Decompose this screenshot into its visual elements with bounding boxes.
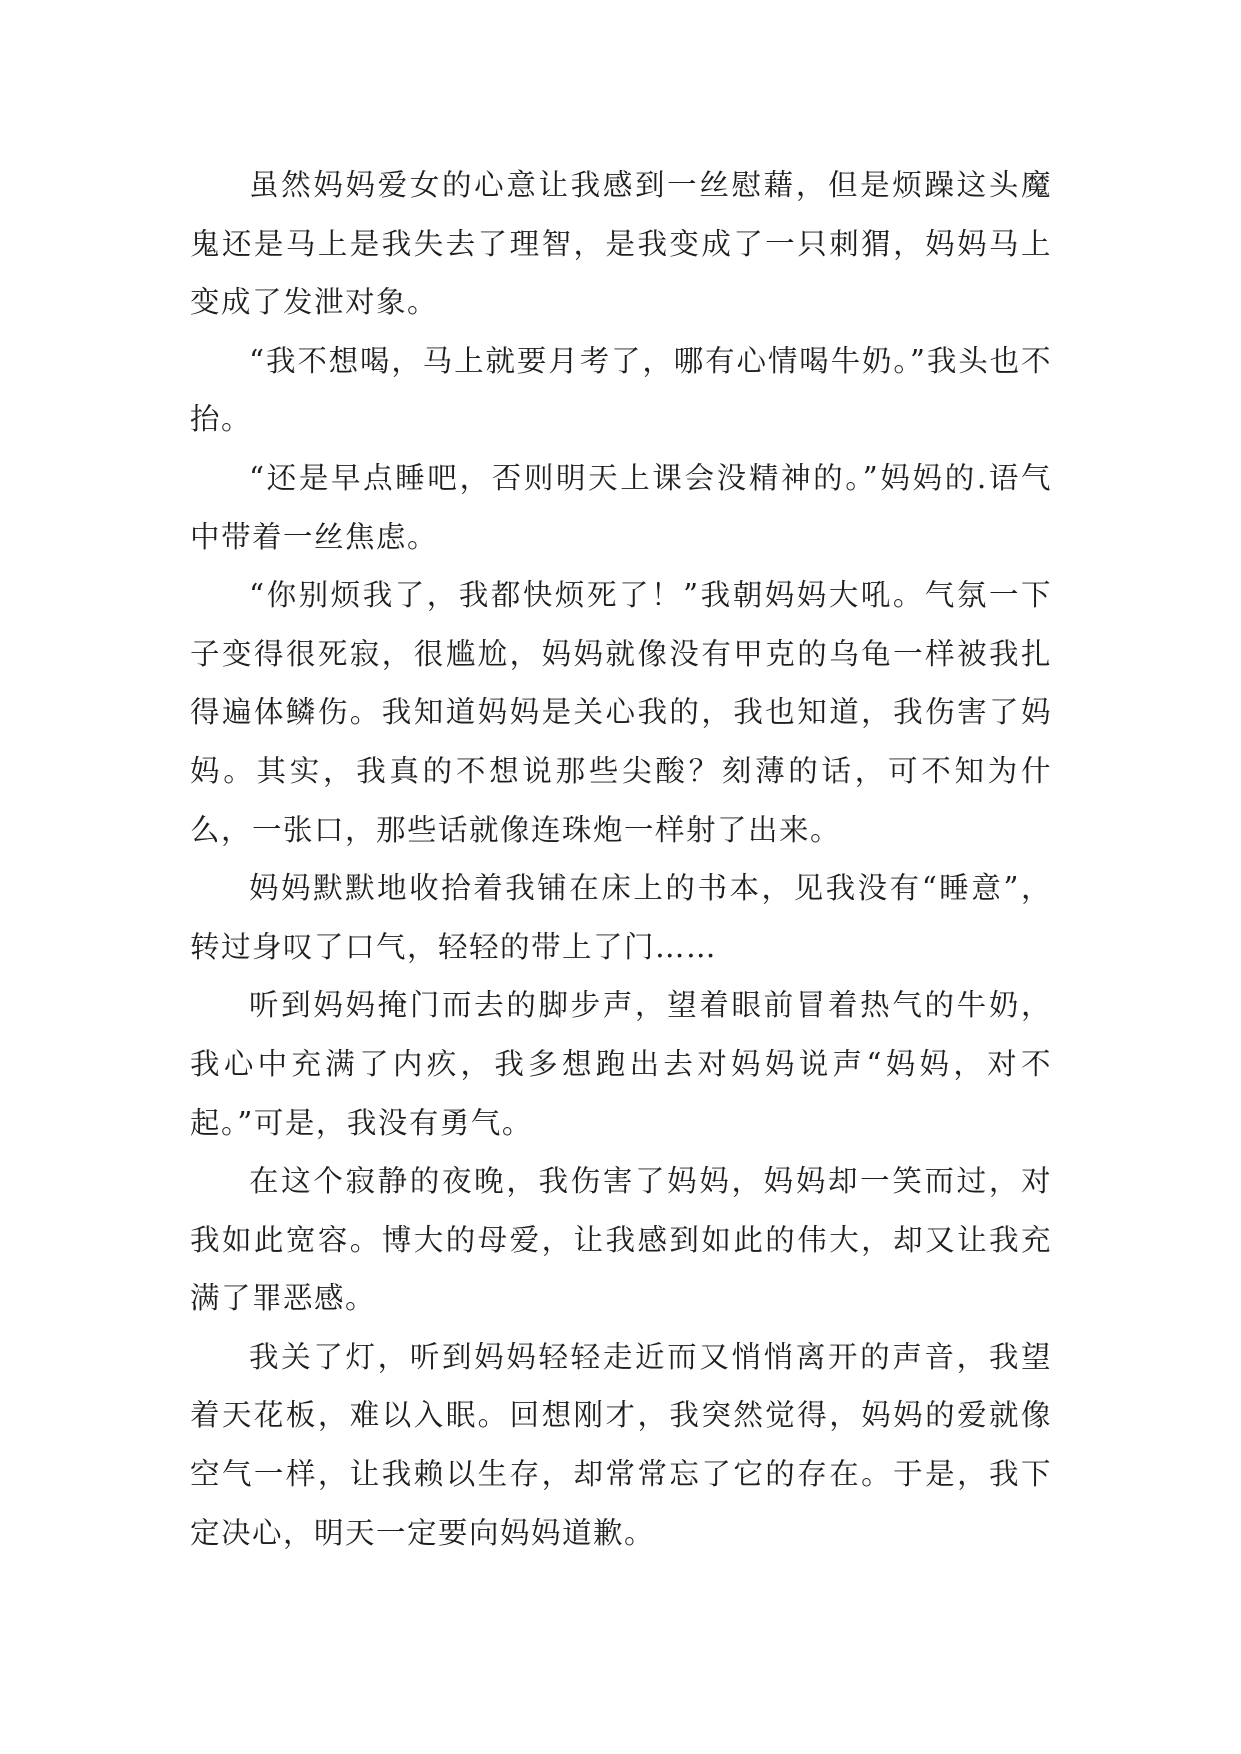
paragraph-4: “你别烦我了，我都快烦死了！”我朝妈妈大吼。气氛一下子变得很死寂，很尴尬，妈妈就像没有甲克的乌龟一样被我扎得遍体鳞伤。我知道妈妈是关心我的，我也知道，我伤害了妈妈。其实，我真的不想说那些尖酸？刻薄的话，可不知为什么，一张口，那些话就像连珠炮一样射了出来。 bbox=[190, 578, 1052, 847]
paragraph-1: 虽然妈妈爱女的心意让我感到一丝慰藉，但是烦躁这头魔鬼还是马上是我失去了理智，是我变成了一只刺猬，妈妈马上变成了发泄对象。 bbox=[190, 168, 1052, 320]
document-body bbox=[190, 156, 1052, 1562]
paragraph-2: “我不想喝，马上就要月考了，哪有心情喝牛奶。”我头也不抬。 bbox=[190, 343, 1052, 437]
paragraph-6: 听到妈妈掩门而去的脚步声，望着眼前冒着热气的牛奶，我心中充满了内疚，我多想跑出去对妈妈说声“妈妈，对不起。”可是，我没有勇气。 bbox=[190, 988, 1052, 1140]
paragraph-3: “还是早点睡吧，否则明天上课会没精神的。”妈妈的.语气中带着一丝焦虑。 bbox=[190, 460, 1052, 554]
paragraph-7: 在这个寂静的夜晚，我伤害了妈妈，妈妈却一笑而过，对我如此宽容。博大的母爱，让我感到如此的伟大，却又让我充满了罪恶感。 bbox=[190, 1164, 1052, 1316]
paragraph-5: 妈妈默默地收拾着我铺在床上的书本，见我没有“睡意”，转过身叹了口气，轻轻的带上了门…… bbox=[190, 871, 1052, 964]
paragraph-8: 我关了灯，听到妈妈轻轻走近而又悄悄离开的声音，我望着天花板，难以入眠。回想刚才，我突然觉得，妈妈的爱就像空气一样，让我赖以生存，却常常忘了它的存在。于是，我下定决心，明天一定要向妈妈道歉。 bbox=[190, 1339, 1052, 1550]
